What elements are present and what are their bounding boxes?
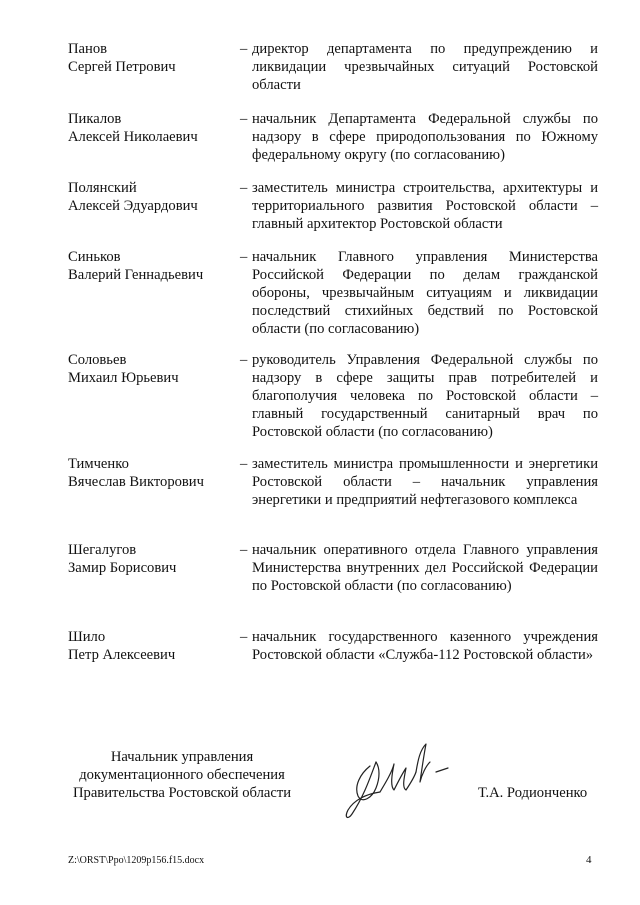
- file-path: Z:\ORST\Ppo\1209p156.f15.docx: [68, 855, 205, 866]
- member-role: директор департамента по предупреждению и ликвидации чрезвычайных ситуаций Ростовской области: [252, 41, 598, 93]
- member-dash: –: [240, 180, 248, 196]
- member-name: [68, 179, 238, 215]
- member-dash: –: [240, 352, 248, 368]
- member-dash: –: [240, 629, 248, 645]
- member-name: [68, 455, 238, 491]
- member-name: [68, 351, 238, 387]
- member-given-names: Валерий Геннадьевич: [68, 267, 204, 283]
- member-surname: Панов: [68, 41, 108, 57]
- member-given-names: Петр Алексеевич: [68, 647, 176, 663]
- member-role: руководитель Управления Федеральной службы по надзору в сфере защиты прав потребителей и благополучия человека по Ростовской области – главный государственный санитарный врач по Ростовской области (по согласованию): [252, 352, 598, 440]
- member-role: начальник оперативного отдела Главного управления Министерства внутренних дел Российской Федерации по Ростовской области (по согласованию): [252, 542, 598, 594]
- member-name: [68, 628, 238, 664]
- member-given-names: Алексей Эдуардович: [68, 198, 198, 214]
- signatory-title-line: Начальник управления: [110, 749, 254, 765]
- member-dash: –: [240, 41, 248, 57]
- member-surname: Пикалов: [68, 111, 122, 127]
- member-dash: –: [240, 111, 248, 127]
- signatory-name: Т.А. Родионченко: [478, 785, 588, 801]
- member-given-names: Михаил Юрьевич: [68, 370, 179, 386]
- member-name: [68, 40, 238, 76]
- member-dash: –: [240, 542, 248, 558]
- member-role: начальник государственного казенного учреждения Ростовской области «Служба-112 Ростовской области»: [252, 629, 598, 663]
- member-surname: Полянский: [68, 180, 137, 196]
- member-dash: –: [240, 249, 248, 265]
- member-role: заместитель министра строительства, архитектуры и территориального развития Ростовской области – главный архитектор Ростовской области: [252, 180, 598, 232]
- signatory-title-line: документационного обеспечения: [79, 767, 285, 783]
- member-name: [68, 110, 238, 146]
- member-name: [68, 248, 238, 284]
- member-surname: Шегалугов: [68, 542, 137, 558]
- member-role: начальник Главного управления Министерства Российской Федерации по делам гражданской обороны, чрезвычайным ситуациям и ликвидации последствий стихийных бедствий по Ростовской области (по согласованию): [252, 249, 598, 337]
- member-given-names: Сергей Петрович: [68, 59, 176, 75]
- member-given-names: Алексей Николаевич: [68, 129, 198, 145]
- member-given-names: Замир Борисович: [68, 560, 177, 576]
- member-surname: Тимченко: [68, 456, 129, 472]
- member-surname: Шило: [68, 629, 106, 645]
- member-role: начальник Департамента Федеральной службы по надзору в сфере природопользования по Южному федеральному округу (по согласованию): [252, 111, 598, 163]
- signatory-title: [64, 748, 300, 802]
- signatory-title-line: Правительства Ростовской области: [72, 785, 292, 801]
- page-number: 4: [586, 854, 592, 866]
- member-surname: Соловьев: [68, 352, 127, 368]
- member-dash: –: [240, 456, 248, 472]
- member-given-names: Вячеслав Викторович: [68, 474, 204, 490]
- handwritten-signature: [340, 738, 460, 822]
- member-name: [68, 541, 238, 577]
- member-surname: Синьков: [68, 249, 121, 265]
- member-role: заместитель министра промышленности и энергетики Ростовской области – начальник управления энергетики и предприятий нефтегазового комплекса: [252, 456, 598, 508]
